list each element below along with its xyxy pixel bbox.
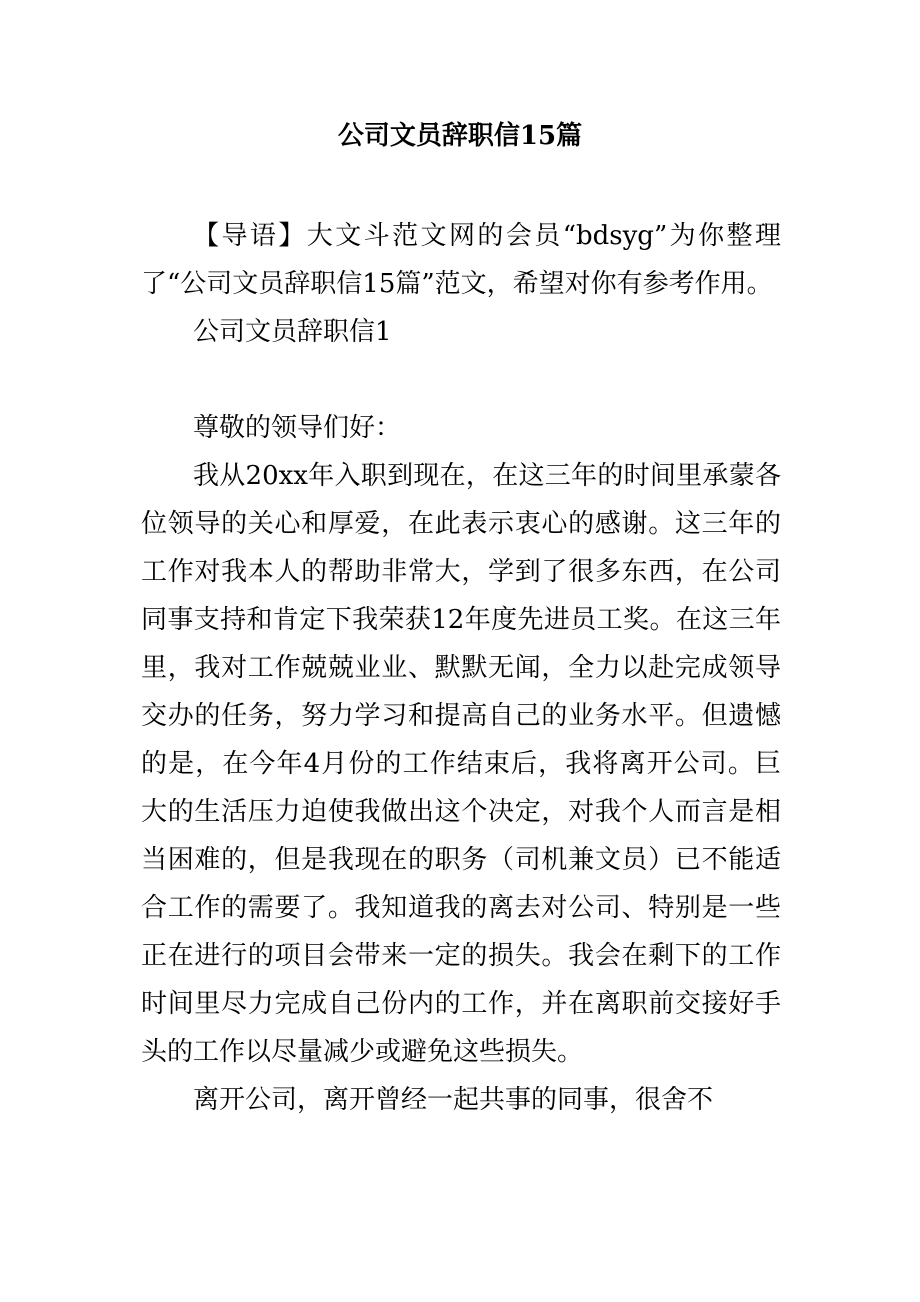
salutation: 尊敬的领导们好： xyxy=(193,413,402,443)
document-title: 公司文员辞职信15篇 xyxy=(337,121,583,151)
section-heading: 公司文员辞职信1 xyxy=(193,317,392,347)
blank-line xyxy=(141,356,781,404)
body-paragraph-2: 离开公司，离开曾经一起共事的同事，很舍不 xyxy=(193,1085,714,1115)
intro-paragraph: 【导语】大文斗范文网的会员“bdsyg”为你整理了“公司文员辞职信15篇”范文，希望对你有参考作用。 xyxy=(141,221,781,299)
document-body xyxy=(141,212,781,1124)
body-paragraph-1: 我从20xx年入职到现在，在这三年的时间里承蒙各位领导的关心和厚爱，在此表示衷心的感谢。这三年的工作对我本人的帮助非常大，学到了很多东西，在公司同事支持和肯定下我荣获12年度先进员工奖。在这三年里，我对工作兢兢业业、默默无闻，全力以赴完成领导交办的任务，努力学习和提高自己的业务水平。但遗憾的是，在今年4月份的工作结束后，我将离开公司。巨大的生活压力迫使我做出这个决定，对我个人而言是相当困难的，但是我现在的职务（司机兼文员）已不能适合工作的需要了。我知道我的离去对公司、特别是一些正在进行的项目会带来一定的损失。我会在剩下的工作时间里尽力完成自己份内的工作，并在离职前交接好手头的工作以尽量减少或避免这些损失。 xyxy=(141,461,781,1067)
